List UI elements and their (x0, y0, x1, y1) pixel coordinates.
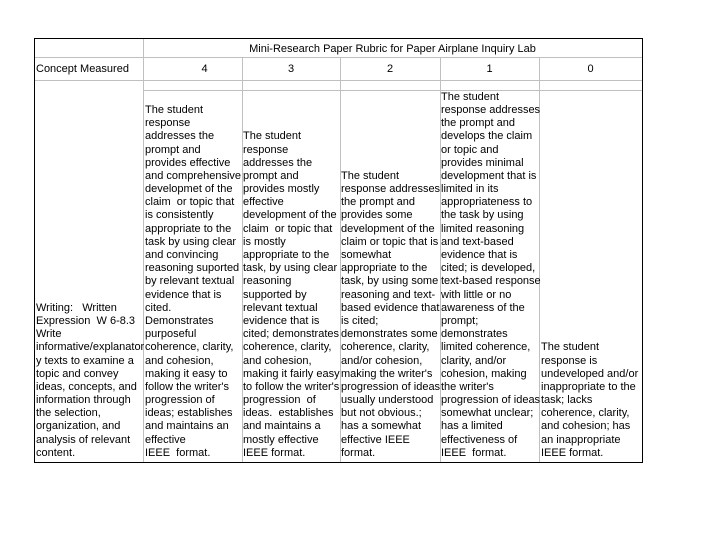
cell-text-line: Write (36, 328, 62, 341)
cell-text-line: provides mostly (243, 183, 320, 196)
cell-text-line: effective (145, 433, 186, 446)
cell-text-line: The student (541, 341, 600, 354)
cell-text-line: and maintains an (145, 420, 229, 433)
row-divider (35, 80, 642, 81)
cell-text-line: format. (341, 446, 376, 459)
cell-text-line: information through (36, 394, 131, 407)
cell-text-line: task, by using clear (243, 262, 338, 275)
cell-text-line: provides effective (145, 156, 231, 169)
row-divider (35, 57, 642, 58)
cell-text-line: demonstrates (441, 328, 508, 341)
cell-text-line: develops the claim (441, 130, 533, 143)
cell-text-line: and cohesion, (145, 354, 214, 367)
cell-text-line: IEEE format. (243, 446, 306, 459)
cell-text-line: making the writer's (341, 367, 433, 380)
cell-text-line: development that is (441, 169, 537, 182)
cell-text-line: response is (541, 354, 598, 367)
cell-text-line: evidence that is (145, 288, 222, 301)
cell-text-line: prompt and (145, 143, 201, 156)
cell-text-line: undeveloped and/or (541, 367, 639, 380)
cell-text-line: follow the writer's (145, 380, 230, 393)
cell-text-line: with little or no (441, 288, 512, 301)
cell-text-line: Demonstrates (145, 314, 214, 327)
cell-text-line: cohesion, making (441, 367, 527, 380)
cell-text-line: relevant textual (243, 301, 318, 314)
cell-text-line: and cohesion; has (541, 420, 631, 433)
cell-text-line: progression of (145, 394, 215, 407)
cell-text-line: appropriate to the (341, 262, 428, 275)
cell-text-line: Expression W 6-8.3 (36, 314, 136, 327)
cell-text-line: purposeful (145, 328, 197, 341)
cell-text-line: coherence, clarity, (145, 341, 234, 354)
cell-text-line: topic and convey (36, 367, 119, 380)
cell-text-line: reasoning and text- (341, 288, 436, 301)
cell-text-line: the task by using (441, 209, 524, 222)
cell-text-line: response addresses (341, 183, 441, 196)
cell-text-line: limited reasoning (441, 222, 525, 235)
cell-text-line: organization, and (36, 420, 121, 433)
cell-text-line: coherence, clarity, (541, 407, 630, 420)
cell-text-line: ideas; establishes (145, 407, 233, 420)
cell-text-line: prompt; (441, 314, 479, 327)
cell-text-line: or topic and (441, 143, 499, 156)
cell-text-line: progression of ideas (441, 394, 541, 407)
cell-text-line: evidence that is (243, 314, 320, 327)
cell-text-line: cited; is developed, (441, 262, 536, 275)
cell-text-line: evidence that is (441, 249, 518, 261)
cell-text-line: the prompt and (341, 196, 415, 209)
cell-text-line: provides some (341, 209, 413, 222)
cell-text-line: the prompt and (441, 117, 515, 130)
cell-text-line: development of the (243, 209, 337, 222)
cell-text-line: limited coherence, (441, 341, 531, 354)
cell-text-line: coherence, clarity, (243, 341, 332, 354)
cell-text-line: The student (441, 90, 500, 103)
cell-text-line: to follow the writer's (243, 380, 340, 393)
cell-text-line: inappropriate to the (541, 380, 636, 393)
cell-text-line: progression of ideas (341, 380, 441, 393)
cell-text-line: cited. (145, 301, 172, 314)
header-score-3: 3 (287, 63, 295, 75)
cell-text-line: mostly effective (243, 433, 319, 446)
cell-text-line: text-based response (441, 275, 541, 288)
cell-text-line: is cited; (341, 314, 379, 327)
cell-text-line: y texts to examine a (36, 354, 134, 367)
cell-text-line: ideas. establishes (243, 407, 334, 420)
cell-text-line: ideas, concepts, and (36, 380, 137, 393)
cell-text-line: Writing: Written (36, 301, 117, 314)
cell-text-line: supported by (243, 288, 307, 301)
cell-text-line: developmet of the (145, 183, 233, 196)
cell-text-line: effective IEEE (341, 433, 410, 446)
cell-score-2 (341, 170, 440, 460)
cell-text-line: somewhat unclear; (441, 407, 534, 420)
cell-score-4 (145, 104, 241, 460)
cell-text-line: has a somewhat (341, 420, 422, 433)
cell-text-line: by relevant textual (145, 275, 235, 288)
cell-text-line: cited; demonstrates (243, 328, 339, 341)
cell-text-line: addresses the (145, 130, 215, 143)
cell-text-line: addresses the (243, 156, 313, 169)
cell-text-line: an inappropriate (541, 433, 621, 446)
cell-text-line: making it easy to (145, 367, 228, 380)
cell-text-line: and cohesion, (243, 354, 312, 367)
cell-text-line: the writer's (441, 380, 494, 393)
cell-text-line: claim or topic that is (341, 235, 439, 248)
cell-text-line: is consistently (145, 209, 214, 222)
cell-text-line: and comprehensive (145, 169, 242, 182)
cell-text-line: response (145, 117, 191, 130)
cell-text-line: usually understood (341, 394, 434, 407)
cell-text-line: informative/explanator (36, 341, 145, 354)
cell-text-line: task, by using some (341, 275, 439, 288)
cell-text-line: IEEE format. (541, 446, 604, 459)
cell-text-line: progression of (243, 394, 316, 407)
cell-text-line: making it fairly easy (243, 367, 340, 380)
cell-text-line: is mostly (243, 235, 286, 248)
cell-text-line: claim or topic that (243, 222, 333, 235)
cell-text-line: clarity, and/or (441, 354, 507, 367)
cell-text-line: and convincing (145, 249, 219, 261)
cell-score-1 (441, 91, 541, 460)
cell-text-line: analysis of relevant (36, 433, 131, 446)
cell-text-line: development of the (341, 222, 435, 235)
cell-text-line: reasoning (243, 275, 292, 288)
cell-text-line: appropriate to the (243, 249, 330, 261)
cell-text-line: effectiveness of (441, 433, 518, 446)
cell-text-line: provides minimal (441, 156, 524, 169)
cell-score-0 (541, 341, 638, 460)
cell-text-line: response addresses (441, 103, 541, 116)
cell-text-line: The student (243, 130, 302, 143)
cell-text-line: appropriate to the (145, 222, 232, 235)
cell-concept (36, 302, 144, 460)
cell-text-line: task; lacks (541, 394, 593, 407)
cell-text-line: but not obvious.; (341, 407, 422, 420)
cell-text-line: and text-based (441, 235, 514, 248)
cell-text-line: claim or topic that (145, 196, 235, 209)
cell-text-line: The student (341, 169, 400, 182)
cell-text-line: response (243, 143, 289, 156)
cell-text-line: IEEE format. (145, 446, 211, 459)
cell-text-line: appropriateness to (441, 196, 533, 209)
cell-text-line: effective (243, 196, 284, 209)
cell-text-line: the selection, (36, 407, 101, 420)
header-score-4: 4 (201, 63, 208, 75)
header-concept: Concept Measured (36, 63, 129, 75)
cell-text-line: task by using clear (145, 235, 237, 248)
header-score-1: 1 (486, 63, 493, 75)
cell-text-line: IEEE format. (441, 446, 507, 459)
cell-text-line: somewhat (341, 249, 392, 261)
header-score-0: 0 (587, 63, 594, 75)
cell-text-line: based evidence that (341, 301, 440, 314)
cell-text-line: awareness of the (441, 301, 525, 314)
cell-text-line: and maintains a (243, 420, 321, 433)
row-divider (143, 90, 642, 91)
cell-text-line: and/or cohesion, (341, 354, 423, 367)
cell-text-line: coherence, clarity, (341, 341, 430, 354)
cell-text-line: reasoning suported (145, 262, 240, 275)
header-score-2: 2 (386, 63, 394, 75)
cell-text-line: has a limited (441, 420, 503, 433)
cell-text-line: content. (36, 446, 76, 459)
cell-text-line: demonstrates some (341, 328, 438, 341)
cell-score-3 (243, 130, 340, 460)
cell-text-line: limited in its (441, 183, 499, 196)
cell-text-line: The student (145, 103, 204, 116)
cell-text-line: prompt and (243, 169, 299, 182)
rubric-title: Mini-Research Paper Rubric for Paper Airplane Inquiry Lab (249, 43, 536, 55)
